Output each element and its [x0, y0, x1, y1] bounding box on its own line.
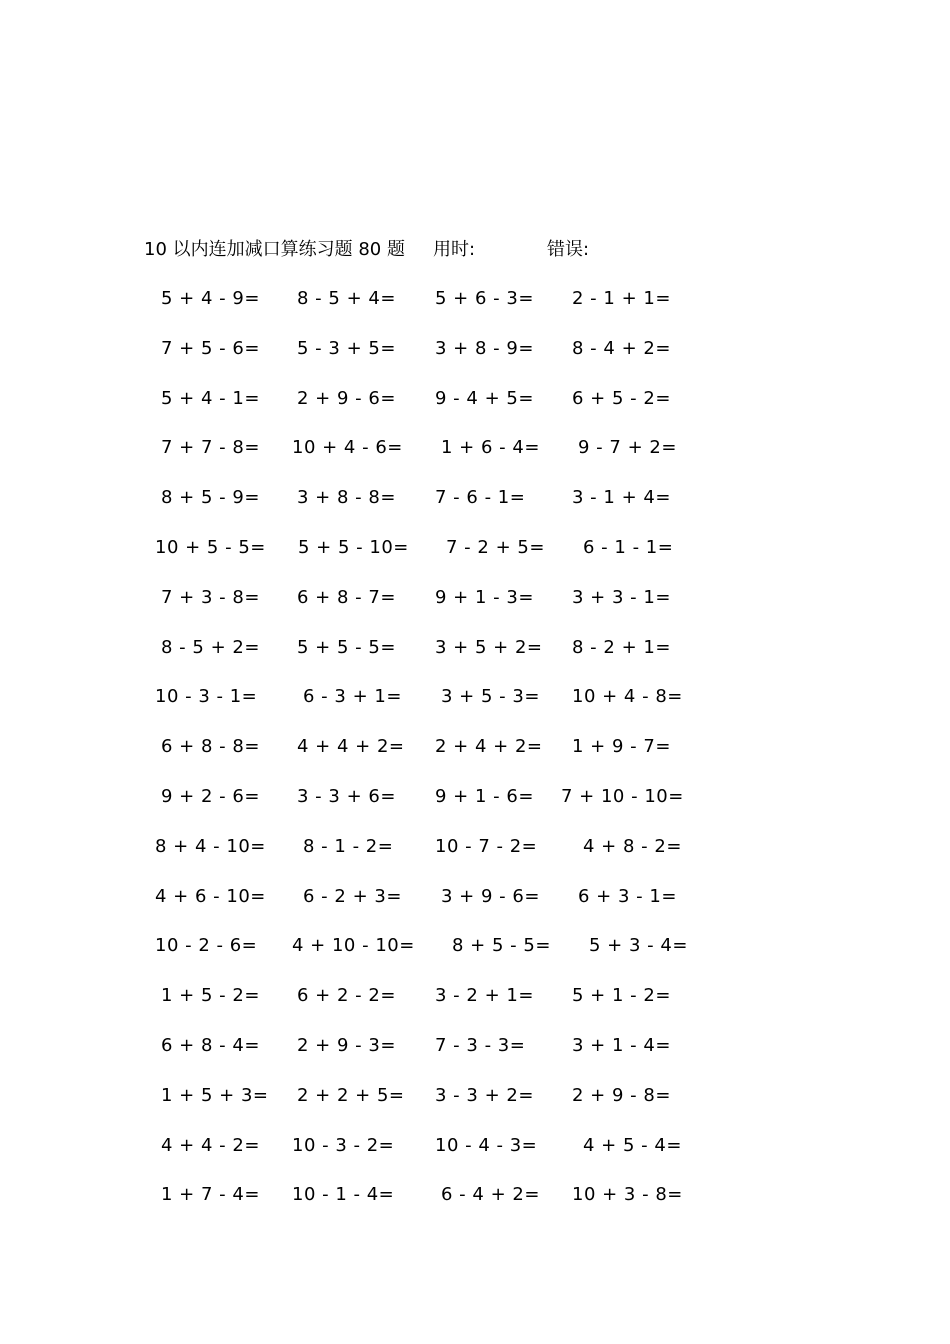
problem-row — [0, 335, 950, 385]
problem-cell: 3 - 1 + 4= — [572, 487, 671, 509]
problem-cell: 9 + 1 - 6= — [435, 785, 534, 807]
problem-cell: 5 + 1 - 2= — [572, 985, 671, 1007]
problem-cell: 8 - 1 - 2= — [303, 835, 394, 857]
problem-row — [0, 833, 950, 883]
problem-cell: 9 + 1 - 3= — [435, 586, 534, 608]
problem-cell: 9 - 4 + 5= — [435, 387, 534, 409]
problem-cell: 3 + 3 - 1= — [572, 586, 671, 608]
problem-row — [0, 932, 950, 982]
problem-cell: 3 - 3 + 2= — [435, 1084, 534, 1106]
problem-row — [0, 683, 950, 733]
problem-cell: 6 - 2 + 3= — [303, 885, 402, 907]
problem-cell: 6 + 8 - 4= — [161, 1034, 260, 1056]
problem-cell: 10 - 7 - 2= — [435, 835, 538, 857]
problem-cell: 5 + 4 - 1= — [161, 387, 260, 409]
problem-cell: 10 - 3 - 2= — [292, 1134, 395, 1156]
problem-cell: 4 + 10 - 10= — [292, 935, 415, 957]
problem-cell: 5 + 3 - 4= — [589, 935, 688, 957]
problem-cell: 2 + 9 - 8= — [572, 1084, 671, 1106]
problem-cell: 10 - 1 - 4= — [292, 1184, 395, 1206]
problem-cell: 10 + 5 - 5= — [155, 536, 266, 558]
problem-row — [0, 385, 950, 435]
problem-row — [0, 1132, 950, 1182]
problem-row — [0, 434, 950, 484]
problem-cell: 6 - 3 + 1= — [303, 686, 402, 708]
time-used-label: 用时: — [433, 239, 476, 260]
problem-cell: 3 + 1 - 4= — [572, 1034, 671, 1056]
problem-cell: 7 - 2 + 5= — [446, 536, 545, 558]
problem-cell: 1 + 6 - 4= — [441, 437, 540, 459]
problem-row — [0, 982, 950, 1032]
problem-cell: 8 - 5 + 2= — [161, 636, 260, 658]
worksheet-header — [0, 236, 950, 264]
problem-grid — [0, 285, 950, 1231]
problem-cell: 2 - 1 + 1= — [572, 288, 671, 309]
problem-cell: 8 + 4 - 10= — [155, 835, 266, 857]
problem-cell: 8 - 4 + 2= — [572, 337, 671, 359]
problem-cell: 7 - 6 - 1= — [435, 487, 526, 509]
problem-cell: 1 + 5 - 2= — [161, 985, 260, 1007]
problem-row — [0, 534, 950, 584]
problem-cell: 2 + 9 - 3= — [297, 1034, 396, 1056]
problem-row — [0, 285, 950, 335]
problem-row — [0, 1181, 950, 1231]
problem-cell: 3 + 8 - 9= — [435, 337, 534, 359]
problem-cell: 4 + 5 - 4= — [583, 1134, 682, 1156]
problem-cell: 6 + 8 - 8= — [161, 736, 260, 758]
problem-cell: 7 + 5 - 6= — [161, 337, 260, 359]
problem-cell: 4 + 6 - 10= — [155, 885, 266, 907]
problem-row — [0, 484, 950, 534]
problem-cell: 5 - 3 + 5= — [297, 337, 396, 359]
problem-cell: 6 + 5 - 2= — [572, 387, 671, 409]
problem-cell: 10 + 3 - 8= — [572, 1184, 683, 1206]
problem-cell: 10 + 4 - 6= — [292, 437, 403, 459]
problem-cell: 8 - 2 + 1= — [572, 636, 671, 658]
problem-row — [0, 584, 950, 634]
problem-cell: 5 + 6 - 3= — [435, 288, 534, 309]
problem-cell: 6 + 2 - 2= — [297, 985, 396, 1007]
problem-cell: 7 + 10 - 10= — [561, 785, 684, 807]
problem-cell: 3 - 3 + 6= — [297, 785, 396, 807]
problem-cell: 8 + 5 - 9= — [161, 487, 260, 509]
problem-cell: 8 + 5 - 5= — [452, 935, 551, 957]
problem-cell: 3 + 8 - 8= — [297, 487, 396, 509]
problem-row — [0, 783, 950, 833]
problem-cell: 10 - 2 - 6= — [155, 935, 258, 957]
problem-cell: 5 + 5 - 10= — [298, 536, 409, 558]
problem-cell: 2 + 9 - 6= — [297, 387, 396, 409]
problem-cell: 10 - 4 - 3= — [435, 1134, 538, 1156]
errors-label: 错误: — [547, 239, 590, 260]
problem-cell: 3 + 9 - 6= — [441, 885, 540, 907]
problem-cell: 7 + 7 - 8= — [161, 437, 260, 459]
problem-row — [0, 1082, 950, 1132]
problem-cell: 3 + 5 + 2= — [435, 636, 543, 658]
problem-cell: 8 - 5 + 4= — [297, 288, 396, 309]
problem-cell: 7 - 3 - 3= — [435, 1034, 526, 1056]
problem-cell: 9 - 7 + 2= — [578, 437, 677, 459]
problem-row — [0, 883, 950, 933]
problem-cell: 6 - 4 + 2= — [441, 1184, 540, 1206]
problem-row — [0, 1032, 950, 1082]
problem-row — [0, 733, 950, 783]
problem-cell: 1 + 7 - 4= — [161, 1184, 260, 1206]
problem-cell: 3 + 5 - 3= — [441, 686, 540, 708]
problem-cell: 2 + 2 + 5= — [297, 1084, 405, 1106]
problem-cell: 2 + 4 + 2= — [435, 736, 543, 758]
problem-cell: 9 + 2 - 6= — [161, 785, 260, 807]
problem-cell: 5 + 5 - 5= — [297, 636, 396, 658]
problem-cell: 10 + 4 - 8= — [572, 686, 683, 708]
problem-cell: 3 - 2 + 1= — [435, 985, 534, 1007]
problem-cell: 4 + 8 - 2= — [583, 835, 682, 857]
problem-cell: 1 + 5 + 3= — [161, 1084, 269, 1106]
problem-row — [0, 634, 950, 684]
problem-cell: 5 + 4 - 9= — [161, 288, 260, 309]
problem-cell: 6 + 3 - 1= — [578, 885, 677, 907]
problem-cell: 10 - 3 - 1= — [155, 686, 258, 708]
problem-cell: 7 + 3 - 8= — [161, 586, 260, 608]
problem-cell: 6 + 8 - 7= — [297, 586, 396, 608]
problem-cell: 4 + 4 + 2= — [297, 736, 405, 758]
worksheet-title: 10 以内连加减口算练习题 80 题 — [144, 239, 405, 260]
problem-cell: 1 + 9 - 7= — [572, 736, 671, 758]
problem-cell: 4 + 4 - 2= — [161, 1134, 260, 1156]
problem-cell: 6 - 1 - 1= — [583, 536, 674, 558]
